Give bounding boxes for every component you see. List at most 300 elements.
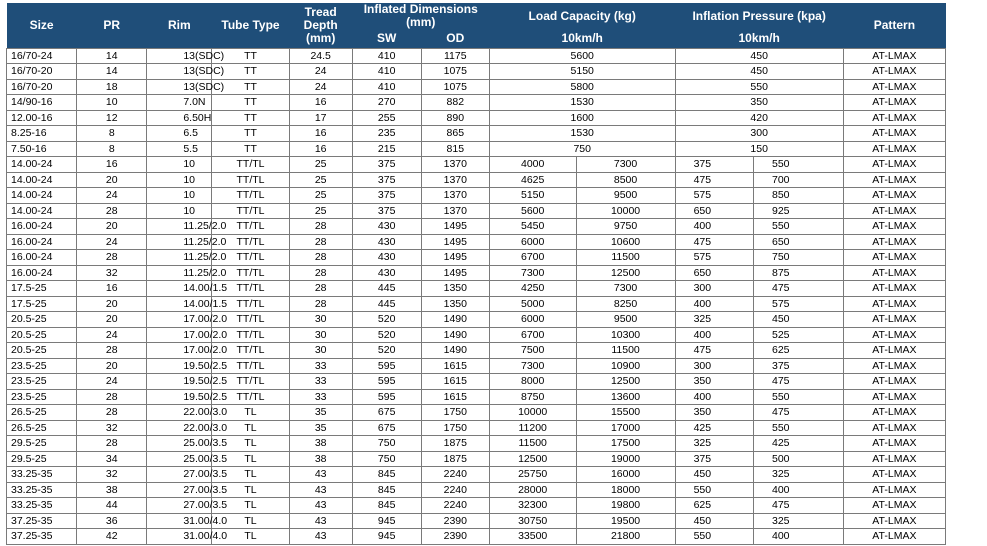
cell-od: 1495 [421, 219, 489, 235]
header-tread-line-2: Depth [303, 17, 338, 32]
cell-load-capacity-1: 12500 [489, 451, 576, 467]
cell-tube-type: TT/TL [212, 358, 289, 374]
cell-od: 1350 [421, 296, 489, 312]
cell-sw: 845 [352, 498, 421, 514]
header-load-capacity: Load Capacity (kg) [489, 3, 675, 29]
cell-pr: 20 [77, 312, 147, 328]
cell-pattern: AT-LMAX [843, 482, 945, 498]
cell-tube-type: TL [212, 513, 289, 529]
cell-tread-depth: 28 [289, 281, 352, 297]
cell-size: 12.00-16 [7, 110, 77, 126]
cell-od: 1370 [421, 188, 489, 204]
cell-size: 16/70-20 [7, 64, 77, 80]
cell-pr: 32 [77, 265, 147, 281]
cell-load-capacity-1: 6700 [489, 250, 576, 266]
table-row [7, 451, 946, 467]
cell-inflation-pressure-2: 475 [753, 281, 843, 297]
cell-rim: 5.5 [147, 141, 212, 157]
cell-load-capacity-1: 4000 [489, 157, 576, 173]
cell-size: 16.00-24 [7, 265, 77, 281]
cell-tube-type: TT [212, 64, 289, 80]
cell-rim: 13(SDC) [147, 79, 212, 95]
cell-tread-depth: 24 [289, 64, 352, 80]
table-row [7, 110, 946, 126]
table-row [7, 467, 946, 483]
cell-rim: 19.50/2.5 [147, 358, 212, 374]
header-od: OD [421, 29, 489, 48]
cell-rim: 25.00/3.5 [147, 451, 212, 467]
cell-size: 23.5-25 [7, 358, 77, 374]
header-inflated-dimensions [352, 3, 489, 29]
cell-inflation-pressure-1: 400 [675, 219, 753, 235]
cell-rim: 25.00/3.5 [147, 436, 212, 452]
cell-inflation-pressure-2: 500 [753, 451, 843, 467]
cell-pr: 28 [77, 250, 147, 266]
cell-od: 1875 [421, 451, 489, 467]
cell-load-capacity: 750 [489, 141, 675, 157]
cell-pr: 42 [77, 529, 147, 545]
table-row [7, 79, 946, 95]
cell-load-capacity-1: 10000 [489, 405, 576, 421]
cell-tube-type: TL [212, 451, 289, 467]
cell-inflation-pressure-1: 450 [675, 513, 753, 529]
cell-rim: 11.25/2.0 [147, 265, 212, 281]
cell-size: 33.25-35 [7, 498, 77, 514]
cell-pr: 34 [77, 451, 147, 467]
cell-pattern: AT-LMAX [843, 265, 945, 281]
cell-od: 815 [421, 141, 489, 157]
cell-pattern: AT-LMAX [843, 358, 945, 374]
cell-inflation-pressure-1: 375 [675, 451, 753, 467]
cell-sw: 520 [352, 312, 421, 328]
cell-rim: 10 [147, 172, 212, 188]
cell-load-capacity-2: 10300 [576, 327, 675, 343]
cell-inflation-pressure-1: 325 [675, 312, 753, 328]
cell-load-capacity-2: 12500 [576, 265, 675, 281]
cell-tread-depth: 25 [289, 188, 352, 204]
cell-inflation-pressure-2: 850 [753, 188, 843, 204]
cell-sw: 750 [352, 451, 421, 467]
cell-tube-type: TT [212, 141, 289, 157]
cell-tread-depth: 25 [289, 157, 352, 173]
cell-tread-depth: 38 [289, 451, 352, 467]
cell-pr: 20 [77, 219, 147, 235]
cell-pattern: AT-LMAX [843, 420, 945, 436]
cell-pattern: AT-LMAX [843, 95, 945, 111]
cell-load-capacity-1: 6700 [489, 327, 576, 343]
cell-rim: 22.00/3.0 [147, 405, 212, 421]
cell-inflation-pressure-1: 425 [675, 420, 753, 436]
table-row [7, 188, 946, 204]
cell-load-capacity-2: 17000 [576, 420, 675, 436]
cell-od: 1495 [421, 234, 489, 250]
cell-od: 1075 [421, 64, 489, 80]
cell-od: 890 [421, 110, 489, 126]
cell-pr: 44 [77, 498, 147, 514]
cell-pattern: AT-LMAX [843, 79, 945, 95]
header-tube-type: Tube Type [212, 3, 289, 48]
cell-pr: 24 [77, 374, 147, 390]
cell-load-capacity: 1530 [489, 126, 675, 142]
cell-load-capacity-1: 7500 [489, 343, 576, 359]
cell-sw: 675 [352, 405, 421, 421]
cell-load-capacity-1: 5000 [489, 296, 576, 312]
cell-pattern: AT-LMAX [843, 203, 945, 219]
cell-load-capacity-2: 10900 [576, 358, 675, 374]
cell-tread-depth: 28 [289, 234, 352, 250]
cell-load-capacity-1: 32300 [489, 498, 576, 514]
cell-size: 8.25-16 [7, 126, 77, 142]
cell-size: 14.00-24 [7, 172, 77, 188]
cell-pr: 14 [77, 64, 147, 80]
cell-pr: 24 [77, 188, 147, 204]
cell-load-capacity-2: 9500 [576, 188, 675, 204]
cell-tube-type: TT/TL [212, 296, 289, 312]
cell-size: 14.00-24 [7, 203, 77, 219]
cell-tube-type: TL [212, 498, 289, 514]
cell-load-capacity-2: 17500 [576, 436, 675, 452]
cell-tread-depth: 25 [289, 203, 352, 219]
cell-inflation-pressure-1: 650 [675, 265, 753, 281]
cell-od: 1875 [421, 436, 489, 452]
cell-tread-depth: 25 [289, 172, 352, 188]
cell-pattern: AT-LMAX [843, 327, 945, 343]
cell-load-capacity-1: 7300 [489, 358, 576, 374]
cell-pr: 28 [77, 343, 147, 359]
cell-load-capacity-1: 8000 [489, 374, 576, 390]
cell-inflation-pressure-1: 300 [675, 281, 753, 297]
cell-tube-type: TL [212, 405, 289, 421]
cell-size: 20.5-25 [7, 343, 77, 359]
cell-pattern: AT-LMAX [843, 219, 945, 235]
cell-size: 17.5-25 [7, 296, 77, 312]
cell-inflation-pressure-2: 875 [753, 265, 843, 281]
table-row [7, 250, 946, 266]
cell-inflation-pressure-1: 475 [675, 172, 753, 188]
table-row [7, 281, 946, 297]
tire-spec-table [6, 3, 946, 545]
cell-tread-depth: 24 [289, 79, 352, 95]
cell-tube-type: TL [212, 529, 289, 545]
cell-tread-depth: 43 [289, 467, 352, 483]
cell-tube-type: TT [212, 48, 289, 64]
cell-size: 16.00-24 [7, 234, 77, 250]
cell-load-capacity-1: 6000 [489, 234, 576, 250]
table-row [7, 405, 946, 421]
cell-inflation-pressure-1: 325 [675, 436, 753, 452]
cell-sw: 410 [352, 48, 421, 64]
cell-load-capacity-2: 8250 [576, 296, 675, 312]
header-inflation-pressure: Inflation Pressure (kpa) [675, 3, 843, 29]
cell-inflation-pressure: 550 [675, 79, 843, 95]
cell-inflation-pressure-2: 550 [753, 389, 843, 405]
cell-pr: 28 [77, 203, 147, 219]
cell-rim: 10 [147, 188, 212, 204]
cell-inflation-pressure-2: 375 [753, 358, 843, 374]
cell-inflation-pressure-2: 450 [753, 312, 843, 328]
cell-pattern: AT-LMAX [843, 296, 945, 312]
table-row [7, 482, 946, 498]
cell-load-capacity-2: 7300 [576, 157, 675, 173]
cell-load-capacity-1: 5450 [489, 219, 576, 235]
table-row [7, 141, 946, 157]
cell-tube-type: TT/TL [212, 219, 289, 235]
cell-inflation-pressure: 450 [675, 48, 843, 64]
cell-pattern: AT-LMAX [843, 250, 945, 266]
cell-size: 7.50-16 [7, 141, 77, 157]
cell-rim: 11.25/2.0 [147, 219, 212, 235]
header-size: Size [7, 3, 77, 48]
cell-od: 1370 [421, 157, 489, 173]
cell-pattern: AT-LMAX [843, 234, 945, 250]
cell-pr: 28 [77, 389, 147, 405]
table-row [7, 374, 946, 390]
cell-inflation-pressure-2: 575 [753, 296, 843, 312]
cell-od: 2240 [421, 498, 489, 514]
cell-size: 26.5-25 [7, 420, 77, 436]
cell-pr: 32 [77, 467, 147, 483]
cell-load-capacity-2: 16000 [576, 467, 675, 483]
cell-pr: 20 [77, 172, 147, 188]
cell-pattern: AT-LMAX [843, 389, 945, 405]
cell-pattern: AT-LMAX [843, 172, 945, 188]
header-pressure-speed: 10km/h [675, 29, 843, 48]
cell-pattern: AT-LMAX [843, 451, 945, 467]
cell-tread-depth: 24.5 [289, 48, 352, 64]
header-sw: SW [352, 29, 421, 48]
cell-size: 16/70-20 [7, 79, 77, 95]
cell-load-capacity-2: 9500 [576, 312, 675, 328]
cell-pattern: AT-LMAX [843, 64, 945, 80]
cell-rim: 17.00/2.0 [147, 312, 212, 328]
cell-tube-type: TT/TL [212, 234, 289, 250]
table-row [7, 296, 946, 312]
cell-tube-type: TL [212, 482, 289, 498]
cell-load-capacity-2: 18000 [576, 482, 675, 498]
cell-sw: 595 [352, 358, 421, 374]
cell-od: 1750 [421, 405, 489, 421]
cropped-text-strip-bottom [0, 542, 987, 546]
cell-tread-depth: 43 [289, 513, 352, 529]
table-row [7, 327, 946, 343]
cell-load-capacity-2: 13600 [576, 389, 675, 405]
cell-rim: 6.5 [147, 126, 212, 142]
cell-od: 1615 [421, 358, 489, 374]
cell-inflation-pressure: 350 [675, 95, 843, 111]
cell-load-capacity-1: 11500 [489, 436, 576, 452]
cell-sw: 430 [352, 219, 421, 235]
cell-pattern: AT-LMAX [843, 498, 945, 514]
cell-tube-type: TT/TL [212, 157, 289, 173]
cell-tube-type: TT/TL [212, 203, 289, 219]
cell-tube-type: TL [212, 420, 289, 436]
cell-sw: 945 [352, 529, 421, 545]
cell-load-capacity-2: 10600 [576, 234, 675, 250]
cell-rim: 6.50H [147, 110, 212, 126]
cell-inflation-pressure-2: 400 [753, 529, 843, 545]
cell-load-capacity: 5600 [489, 48, 675, 64]
cell-sw: 235 [352, 126, 421, 142]
cell-tread-depth: 43 [289, 498, 352, 514]
table-row [7, 203, 946, 219]
cell-tread-depth: 33 [289, 374, 352, 390]
cell-rim: 7.0N [147, 95, 212, 111]
cell-pr: 18 [77, 79, 147, 95]
table-row [7, 389, 946, 405]
cell-tube-type: TT/TL [212, 281, 289, 297]
cell-pattern: AT-LMAX [843, 141, 945, 157]
cell-rim: 31.00/4.0 [147, 513, 212, 529]
cell-load-capacity-2: 19000 [576, 451, 675, 467]
cell-pattern: AT-LMAX [843, 513, 945, 529]
cell-load-capacity: 1600 [489, 110, 675, 126]
cell-tube-type: TL [212, 467, 289, 483]
cell-size: 16/70-24 [7, 48, 77, 64]
cell-load-capacity-1: 7300 [489, 265, 576, 281]
cell-inflation-pressure-2: 625 [753, 343, 843, 359]
header-tread-line-1: Tread [304, 4, 337, 19]
cell-tube-type: TT [212, 110, 289, 126]
cell-rim: 11.25/2.0 [147, 234, 212, 250]
cell-inflation-pressure-2: 925 [753, 203, 843, 219]
cell-tread-depth: 35 [289, 420, 352, 436]
cell-od: 1615 [421, 389, 489, 405]
table-row [7, 498, 946, 514]
cell-sw: 520 [352, 343, 421, 359]
cell-od: 1490 [421, 312, 489, 328]
cell-inflation-pressure-2: 750 [753, 250, 843, 266]
cell-pr: 20 [77, 296, 147, 312]
cell-size: 16.00-24 [7, 219, 77, 235]
cell-sw: 375 [352, 157, 421, 173]
cell-od: 1495 [421, 250, 489, 266]
table-row [7, 358, 946, 374]
table-row [7, 265, 946, 281]
cell-inflation-pressure-2: 525 [753, 327, 843, 343]
cell-inflation-pressure-2: 550 [753, 157, 843, 173]
cell-od: 1370 [421, 172, 489, 188]
cell-load-capacity-2: 11500 [576, 250, 675, 266]
cell-tread-depth: 17 [289, 110, 352, 126]
cell-tread-depth: 16 [289, 126, 352, 142]
table-row [7, 157, 946, 173]
cell-size: 37.25-35 [7, 529, 77, 545]
cell-tread-depth: 28 [289, 250, 352, 266]
cell-od: 1175 [421, 48, 489, 64]
header-pr: PR [77, 3, 147, 48]
cell-load-capacity-1: 25750 [489, 467, 576, 483]
cell-pr: 28 [77, 405, 147, 421]
cell-load-capacity-1: 5600 [489, 203, 576, 219]
cell-sw: 945 [352, 513, 421, 529]
cell-pattern: AT-LMAX [843, 529, 945, 545]
cell-tread-depth: 30 [289, 343, 352, 359]
cell-tread-depth: 33 [289, 389, 352, 405]
table-row [7, 234, 946, 250]
table-row [7, 312, 946, 328]
cell-pr: 16 [77, 281, 147, 297]
cell-inflation-pressure-1: 650 [675, 203, 753, 219]
cell-inflation-pressure-1: 475 [675, 234, 753, 250]
cell-pattern: AT-LMAX [843, 188, 945, 204]
cell-size: 14/90-16 [7, 95, 77, 111]
cell-inflation-pressure-1: 400 [675, 389, 753, 405]
cell-inflation-pressure: 450 [675, 64, 843, 80]
cell-inflation-pressure-2: 650 [753, 234, 843, 250]
cell-inflation-pressure: 420 [675, 110, 843, 126]
cell-size: 29.5-25 [7, 436, 77, 452]
cell-sw: 375 [352, 188, 421, 204]
cell-rim: 17.00/2.0 [147, 327, 212, 343]
cell-sw: 410 [352, 79, 421, 95]
cell-pr: 36 [77, 513, 147, 529]
cell-tread-depth: 16 [289, 95, 352, 111]
cell-inflation-pressure-2: 425 [753, 436, 843, 452]
cell-od: 2240 [421, 482, 489, 498]
cell-load-capacity-1: 28000 [489, 482, 576, 498]
table-body [7, 48, 946, 544]
cell-pattern: AT-LMAX [843, 436, 945, 452]
cell-od: 1490 [421, 343, 489, 359]
cell-rim: 14.00/1.5 [147, 281, 212, 297]
header-pattern: Pattern [843, 3, 945, 48]
cell-size: 20.5-25 [7, 312, 77, 328]
cell-pr: 28 [77, 436, 147, 452]
cell-size: 14.00-24 [7, 188, 77, 204]
cell-rim: 19.50/2.5 [147, 374, 212, 390]
cell-pattern: AT-LMAX [843, 405, 945, 421]
cell-od: 1370 [421, 203, 489, 219]
cell-tube-type: TT/TL [212, 265, 289, 281]
table-row [7, 95, 946, 111]
cell-sw: 255 [352, 110, 421, 126]
cell-tread-depth: 28 [289, 265, 352, 281]
cell-load-capacity-2: 7300 [576, 281, 675, 297]
cell-load-capacity-2: 15500 [576, 405, 675, 421]
cell-size: 23.5-25 [7, 389, 77, 405]
cell-sw: 215 [352, 141, 421, 157]
cell-size: 17.5-25 [7, 281, 77, 297]
cell-tube-type: TL [212, 436, 289, 452]
cell-rim: 10 [147, 203, 212, 219]
cell-sw: 270 [352, 95, 421, 111]
cell-sw: 845 [352, 482, 421, 498]
cell-tread-depth: 30 [289, 327, 352, 343]
cell-inflation-pressure-1: 375 [675, 157, 753, 173]
cell-tube-type: TT [212, 95, 289, 111]
cell-pattern: AT-LMAX [843, 312, 945, 328]
table-row [7, 126, 946, 142]
table-row [7, 513, 946, 529]
cell-inflation-pressure-2: 475 [753, 374, 843, 390]
cell-tread-depth: 30 [289, 312, 352, 328]
cell-pr: 12 [77, 110, 147, 126]
cell-sw: 520 [352, 327, 421, 343]
cell-rim: 11.25/2.0 [147, 250, 212, 266]
cell-load-capacity-2: 10000 [576, 203, 675, 219]
cell-size: 16.00-24 [7, 250, 77, 266]
cell-tread-depth: 35 [289, 405, 352, 421]
cell-rim: 27.00/3.5 [147, 482, 212, 498]
cell-rim: 10 [147, 157, 212, 173]
header-inflated-line-1: Inflated Dimensions [363, 2, 478, 16]
cell-inflation-pressure-2: 325 [753, 513, 843, 529]
cell-tube-type: TT/TL [212, 250, 289, 266]
cell-rim: 13(SDC) [147, 64, 212, 80]
cell-tread-depth: 43 [289, 482, 352, 498]
cell-load-capacity-1: 11200 [489, 420, 576, 436]
cell-pr: 20 [77, 358, 147, 374]
